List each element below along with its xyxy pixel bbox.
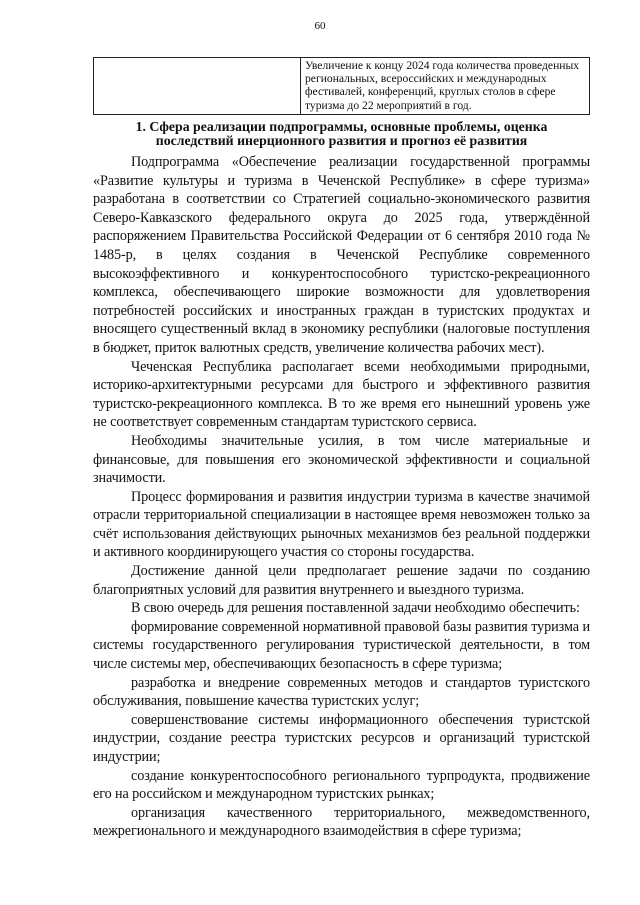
page-number: 60 bbox=[314, 20, 326, 32]
indicator-table bbox=[93, 57, 590, 115]
paragraph: Достижение данной цели предполагает решение задачи по созданию благоприятных условий для развития внутреннего и выездного туризма. bbox=[93, 563, 590, 598]
section-heading-line2: последствий инерционного развития и прогноз её развития bbox=[155, 133, 528, 148]
paragraph: Чеченская Республика располагает всеми необходимыми природными, историко-архитектурными ресурсами для быстрого и эффективного развития туристско-рекреационного комплекса. В то же время его нынешний уровень уже не соответствует современным стандартам туристского сервиса. bbox=[93, 358, 590, 431]
table-row bbox=[94, 58, 590, 115]
paragraph: Необходимы значительные усилия, в том числе материальные и финансовые, для повышения его экономической эффективности и социальной значимости. bbox=[93, 432, 590, 487]
paragraph: создание конкурентоспособного регионального турпродукта, продвижение его на российском и международном туристских рынках; bbox=[93, 767, 590, 803]
paragraph: Подпрограмма «Обеспечение реализации государственной программы «Развитие культуры и туризма в Чеченской Республике» в сфере туризма» разработана в соответствии со Стратегией социально-экономического развития Северо-Кавказского федерального округа до 2025 года, утверждённой распоряжением Правительства Российской Федерации от 6 сентября 2010 года № 1485-р, в целях создания в Чеченской Республике современного высокоэффективного и конкурентоспособного туристско-рекреационного комплекса, обеспечивающего широкие возможности для удовлетворения потребностей российских и иностранных граждан в туристских продуктах и вносящего существенный вклад в экономику республики (налоговые поступления в бюджет, приток валютных средств, увеличение количества рабочих мест). bbox=[93, 154, 590, 356]
paragraph: формирование современной нормативной правовой базы развития туризма и системы государственного регулирования туристической деятельности, в том числе системы мер, обеспечивающих безопасность в сфере туризма; bbox=[93, 618, 590, 673]
paragraph: организация качественного территориального, межведомственного, межрегионального и международного взаимодействия в сфере туризма; bbox=[93, 804, 590, 840]
body-text bbox=[93, 153, 590, 841]
paragraph: разработка и внедрение современных методов и стандартов туристского обслуживания, повышение качества туристских услуг; bbox=[93, 674, 590, 710]
table-cell-empty bbox=[94, 58, 301, 115]
paragraph: В свою очередь для решения поставленной задачи необходимо обеспечить: bbox=[131, 600, 580, 617]
section-heading bbox=[93, 120, 590, 148]
section-heading-line1: 1. Сфера реализации подпрограммы, основные проблемы, оценка bbox=[135, 119, 548, 134]
paragraph: совершенствование системы информационного обеспечения туристской индустрии, создание реестра туристских ресурсов и организаций туристской индустрии; bbox=[93, 711, 590, 765]
table-cell-target-text: Увеличение к концу 2024 года количества проведенных региональных, всероссийских и международных фестивалей, конференций, круглых столов в сфере туризма до 22 мероприятий в год. bbox=[301, 58, 590, 115]
paragraph: Процесс формирования и развития индустрии туризма в качестве значимой отрасли территориальной специализации в настоящее время невозможен только за счёт использования действующих рыночных механизмов без реальной поддержки и активного координирующего участия со стороны государства. bbox=[93, 488, 590, 561]
